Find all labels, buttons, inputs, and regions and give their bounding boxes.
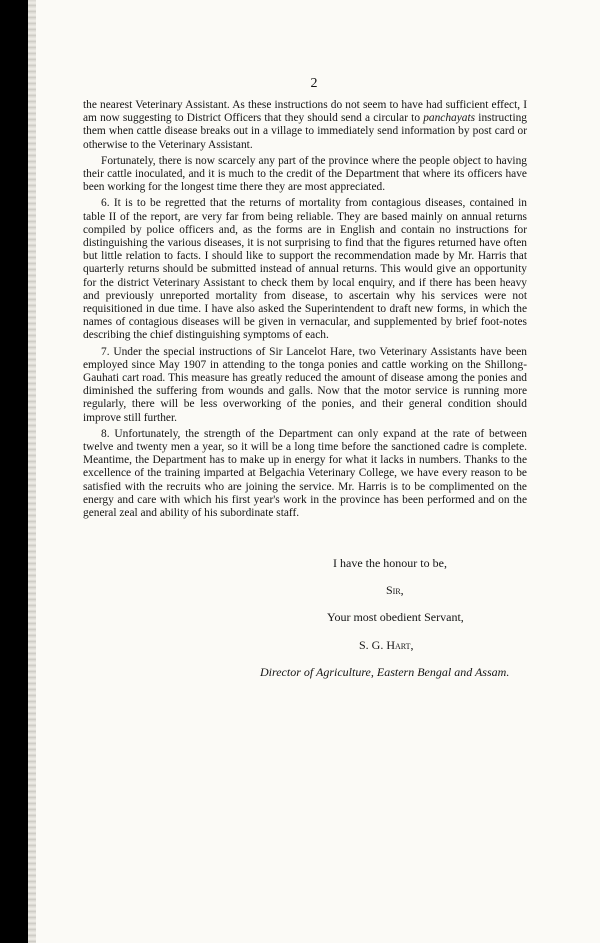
paragraph-text: Fortunately, there is now scarcely any part of the province where the people object to having their cattle inoculated, and it is much to the credit of the Department that where its officers have been working for the longest time there they are most appreciated. (83, 154, 527, 194)
paragraph-text: 6. It is to be regretted that the returns of mortality from contagious diseases, contained in table II of the report, are very far from being reliable. They are based mainly on annual returns compiled by police officers and, as the forms are in English and contain no instructions for distinguishing the various diseases, it is not surprising to find that the figures returned have often but little relation to facts. I should like to support the recommendation made by Mr. Harris that quarterly returns should be submitted instead of annual returns. This would give an opportunity for the district Veterinary Assistant to check them by local enquiry, and if there has been heavy and previously unreported mortality from disease, to ascertain why his services were not requisitioned in due time. I have also asked the Superintendent to draft new forms, in which the names of contagious diseases will be given in vernacular, and supplemented by brief foot-notes describing the chief distinguishing symptoms of each. (83, 197, 527, 342)
paragraph (83, 346, 527, 425)
letter-body (83, 99, 527, 523)
page-number: 2 (310, 76, 318, 91)
paragraph-text: instructing them when cattle disease breaks out in a village to immediately send information by post card or otherwise to the Veterinary Assistant. (83, 112, 527, 151)
italic-term: panchayats (423, 112, 476, 125)
paragraph-text: 8. Unfortunately, the strength of the Department can only expand at the rate of between twelve and twenty men a year, so it will be a long time before the sanctioned cadre is complete. Meantime, the Department has to make up in energy for what it lacks in numbers. Thanks to the excellence of the training imparted at Belgachia Veterinary College, we have every reason to be satisfied with the recruits who are joining the service. Mr. Harris is to be complimented on the energy and care with which his first year's work in the province has been performed and on the general zeal and ability of his subordinate staff. (83, 427, 527, 520)
closing-salutation: Sir, (386, 583, 404, 597)
signatory-name: S. G. Hart, (359, 638, 414, 652)
paragraph (83, 99, 527, 152)
page-binding-edge (28, 0, 36, 943)
closing-honour: I have the honour to be, (333, 556, 447, 570)
signatory-designation: Director of Agriculture, Eastern Bengal and Assam. (260, 665, 510, 679)
document-page (28, 0, 600, 943)
paragraph (83, 155, 527, 195)
paragraph-text: the nearest Veterinary Assistant. As these instructions do not seem to have had sufficient effect, I am now suggesting to District Officers that they should send a circular to (83, 99, 527, 125)
paragraph-text: 7. Under the special instructions of Sir Lancelot Hare, two Veterinary Assistants have been employed since May 1907 in attending to the tonga ponies and cattle working on the Shillong-Gauhati cart road. This measure has greatly reduced the amount of disease among the ponies and diminished the suffering from wounds and galls. Now that the motor service is running more regularly, there will be less overworking of the ponies, and their general condition should improve still further. (83, 345, 527, 424)
paragraph (83, 197, 527, 342)
paragraph (83, 428, 527, 520)
closing-servant: Your most obedient Servant, (327, 610, 464, 624)
